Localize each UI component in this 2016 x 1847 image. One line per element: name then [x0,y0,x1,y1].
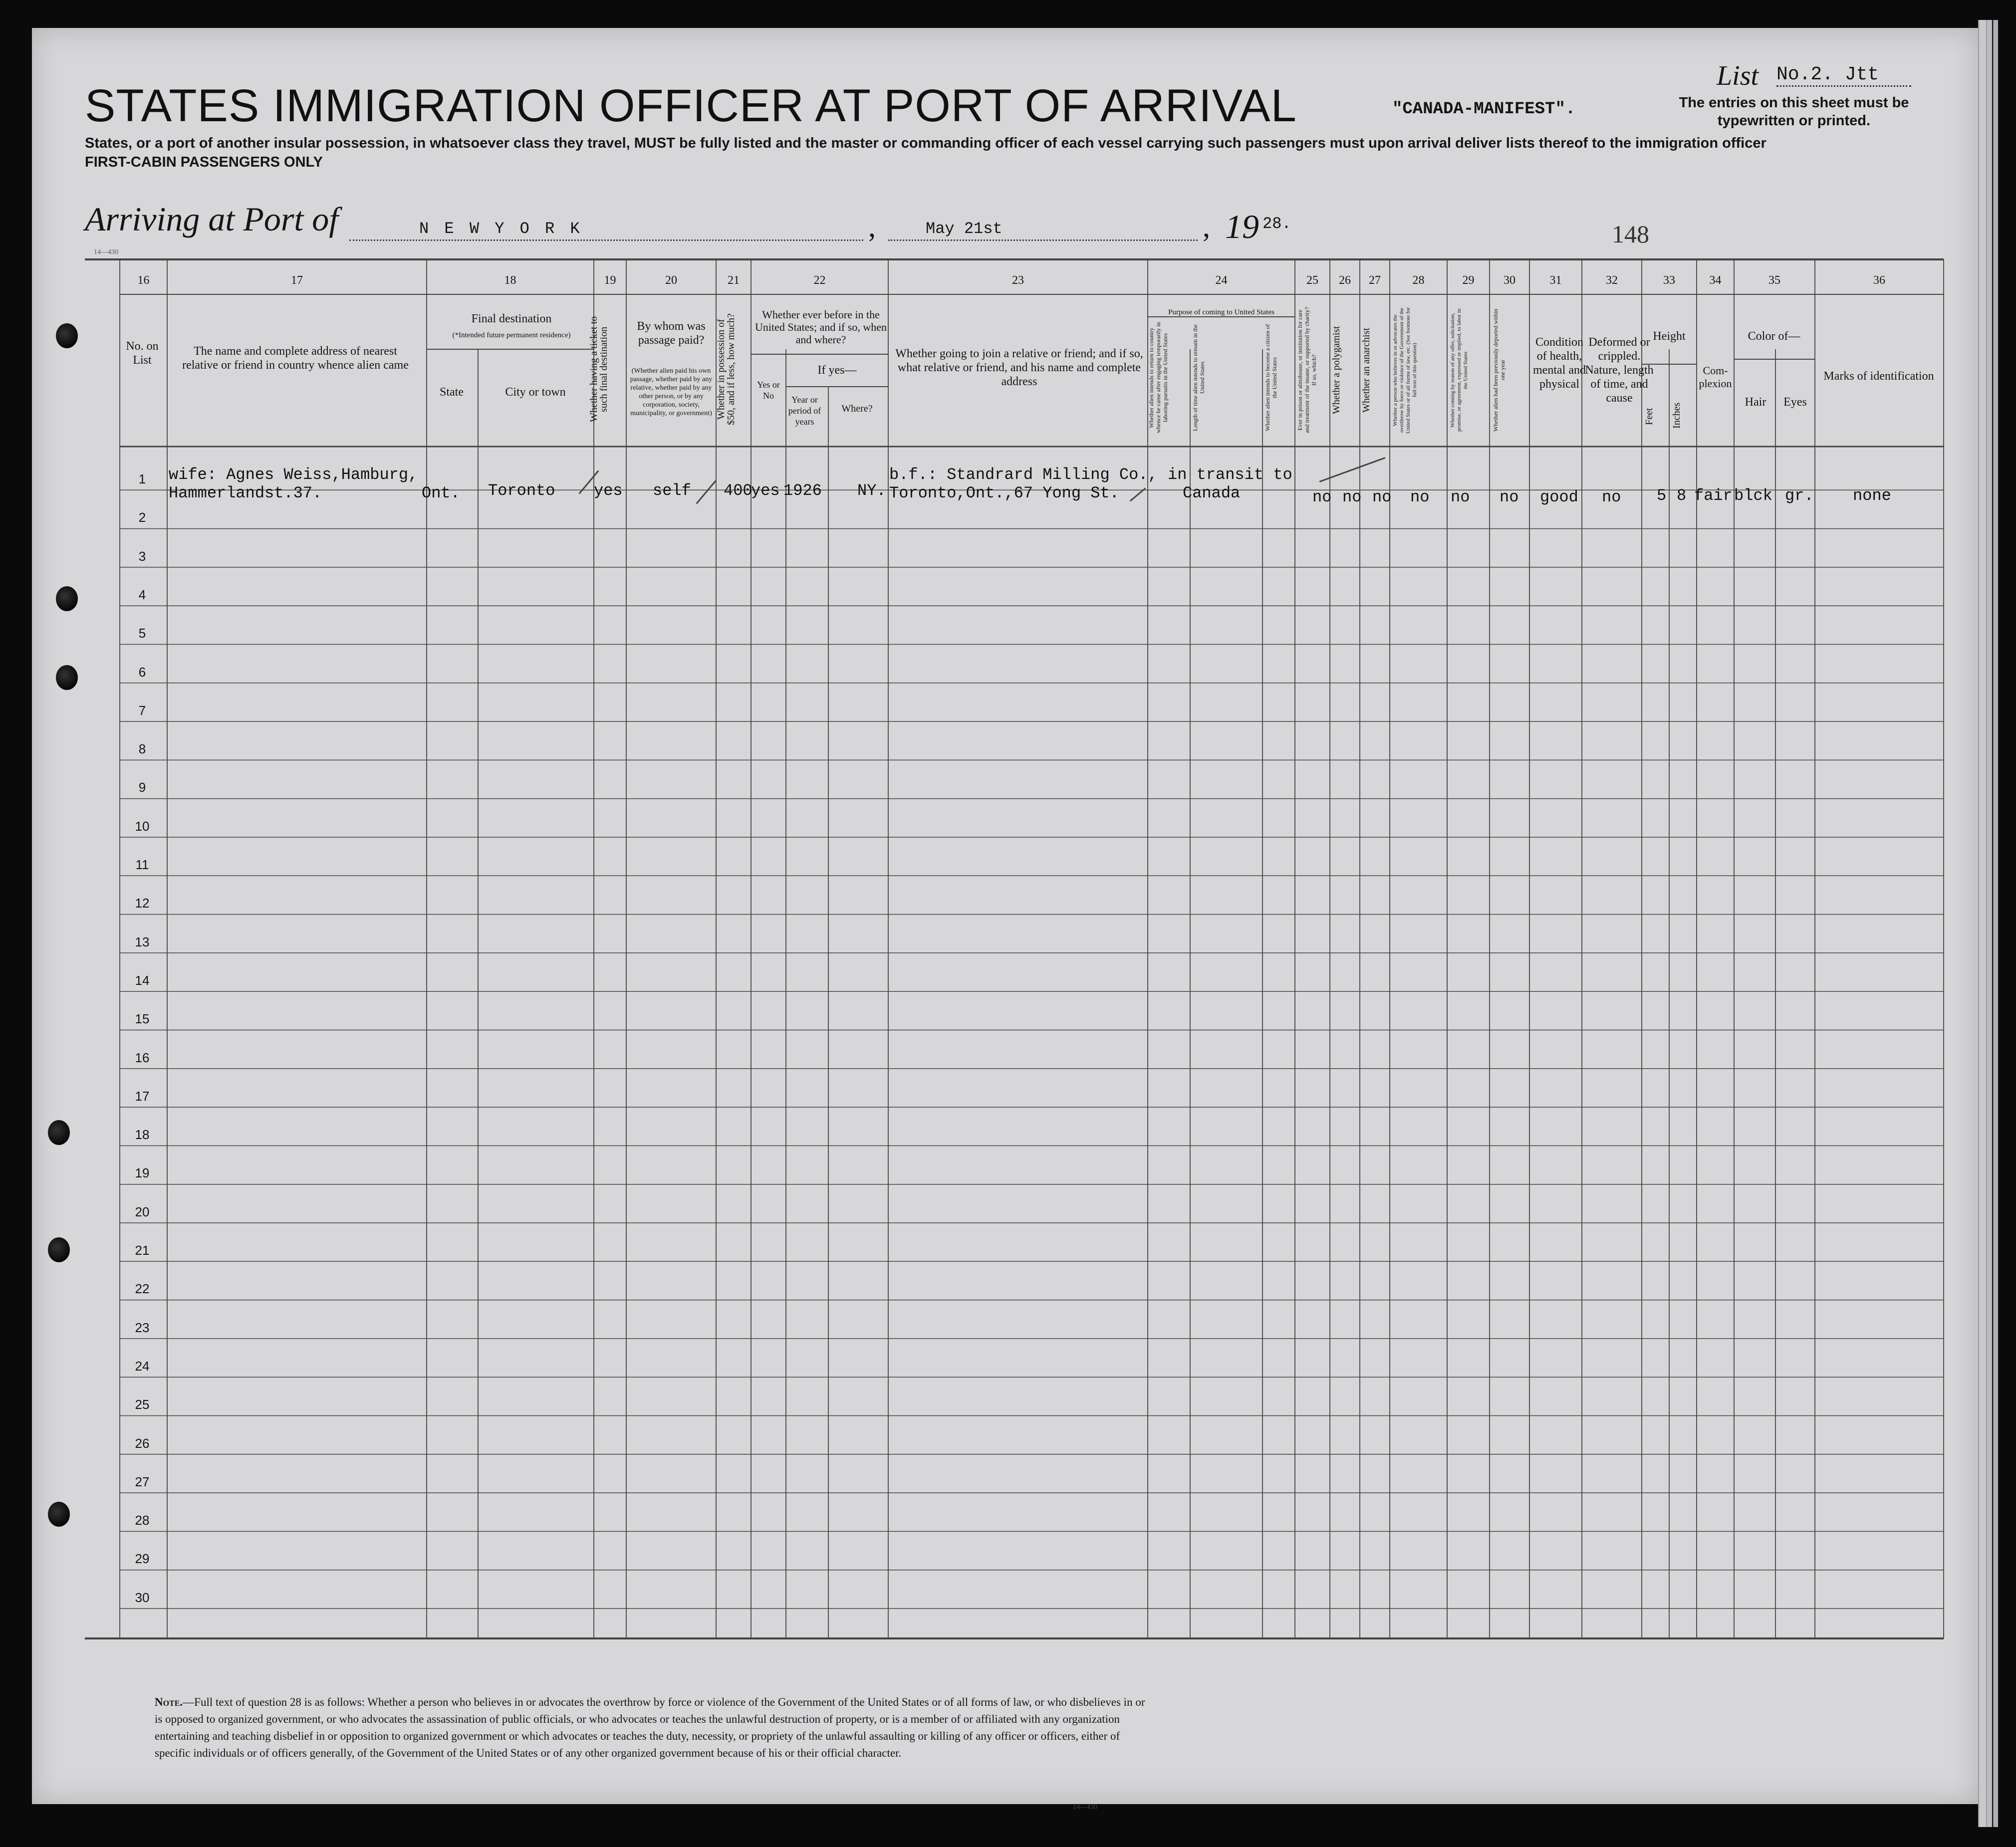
column-number: 35 [1768,274,1780,287]
row-number: 4 [138,587,146,602]
entries-note: The entries on this sheet must be typewritten or printed. [1679,95,1909,129]
header-purpose: Purpose of coming to United States [1168,308,1274,316]
form-title: STATES IMMIGRATION OFFICER AT PORT OF ARRIVAL [85,80,1297,131]
entry-join-line1: b.f.: Standrard Milling Co., [889,465,1158,484]
column-number: 36 [1873,274,1885,287]
header-feet: Feet [1644,408,1655,426]
arriving-label: Arriving at Port of [85,200,339,238]
column-number: 23 [1012,274,1024,287]
year-suffix: 28. [1262,215,1291,233]
header-passage-paid-sub: (Whether alien paid his own passage, whether paid by any relative, whether paid by any other person, or by any corporation, society, municipality, or government) [630,367,713,417]
entry-city: Toronto [488,481,555,500]
date-value: May 21st [926,220,1003,238]
entry-complexion: fair [1694,486,1733,505]
column-number: 18 [504,274,516,287]
entry-ticket: yes [594,481,623,500]
entry-height-feet: 5 [1657,486,1667,505]
header-q29: Whether coming by reason of any offer, solicitation, promise, or agreement, expressed or implied, to labor in the United States [1450,308,1469,432]
row-number: 22 [135,1281,150,1297]
column-number: 33 [1663,274,1675,287]
entry-q29: no [1451,488,1470,506]
row-number: 6 [138,664,146,680]
row-number: 27 [135,1474,150,1489]
header-polygamist: Whether a polygamist [1331,326,1342,415]
row-number: 3 [138,548,146,564]
entry-health: good [1540,488,1578,506]
entry-ever-before: yes [751,481,780,500]
row-number: 10 [135,818,150,834]
row-number: 2 [138,510,146,525]
row-number: 25 [135,1397,150,1412]
header-complexion: Com-plexion [1699,364,1732,390]
column-number: 29 [1462,274,1475,287]
entry-money: 400 [724,481,753,500]
entry-hair: blck [1734,486,1772,505]
header-final-destination: Final destination [471,312,552,325]
column-number: 26 [1339,274,1351,287]
column-number: 17 [291,274,303,287]
intro-line-2: FIRST-CABIN PASSENGERS ONLY [85,154,323,170]
header-marks: Marks of identification [1823,370,1934,383]
header-height: Height [1653,330,1686,343]
column-number: 25 [1306,274,1318,287]
entry-q27: no [1372,488,1392,506]
row-number: 13 [135,934,150,949]
port-value: N E W Y O R K [419,220,583,238]
header-hair: Hair [1745,396,1766,409]
header-q30: Whether alien had been previously deported within one year [1492,309,1506,432]
header-purpose-length: Length of time alien intends to remain in the United States [1192,324,1206,431]
row-number: 23 [135,1320,150,1335]
row-number: 30 [135,1590,150,1605]
entry-paid-by: self [653,481,691,500]
column-number: 34 [1709,274,1722,287]
header-nearest-relative: The name and complete address of nearest relative or friend in country whence alien came [182,345,409,372]
header-passage-paid: By whom was passage paid? [637,320,706,347]
row-number: 28 [135,1513,150,1528]
header-join-relative: Whether going to join a relative or friend; and if so, what relative or friend, and his name and complete address [895,347,1143,388]
column-number: 20 [665,274,677,287]
row-number: 11 [135,857,149,872]
page-edge [1986,20,1992,1827]
entry-q30: no [1500,488,1519,506]
row-number: 12 [135,896,150,911]
header-yes-or-no: Yes or No [757,380,780,401]
header-where: Where? [841,403,873,414]
canada-manifest-label: "CANADA-MANIFEST". [1392,100,1576,119]
page-edge [1978,20,1986,1827]
column-number: 19 [604,274,616,287]
header-prison: Ever in prison or almshouse, or institution for care and treatment of the insane, or supported by charity? If so, which? [1296,307,1317,434]
column-number: 24 [1215,274,1228,287]
comma: , [868,210,876,243]
header-deformed: Deformed or crippled. Nature, length of time, and cause [1585,336,1654,405]
entry-state: Ont. [422,484,460,502]
column-number: 27 [1369,274,1381,287]
entry-marks: none [1853,486,1891,505]
row-number: 24 [135,1358,150,1374]
list-label: List [1717,60,1759,91]
header-final-destination-sub: (*Intended future permanent residence) [452,331,571,339]
entry-where: NY. [857,481,886,500]
column-number: 32 [1606,274,1618,287]
row-number: 15 [135,1011,150,1027]
header-inches: Inches [1671,402,1682,429]
row-number: 18 [135,1127,150,1143]
row-number: 7 [138,702,146,718]
list-number: No.2. Jtt [1776,64,1911,87]
row-number: 29 [135,1551,150,1567]
header-ticket: Whether having a ticket to such final destination [588,316,609,423]
entry-purpose-line1: in transit to [1168,465,1292,484]
header-color-of: Color of— [1748,330,1800,343]
footnote-text: —Full text of question 28 is as follows: Whether a person who believes in or advocates the overthrow by force or violence of the Government of the United States or of all forms of law, or who disbelieves in or is opposed to organized government, or who advocates the assassination of public officials, or who advocates or teaches the unlawful destruction of property, or is a member of or affiliated with any organization entertaining and teaching disbelief in or opposition to organized government or which advocates or teaches the duty, necessity, or propriety of the unlawful assaulting or killing of any officer or officers, either of specific individuals or of officers generally, of the Government of the United States or of any other organized government because of his or their official character. [155,1696,1145,1759]
header-eyes: Eyes [1783,396,1807,409]
column-number: 21 [728,274,740,287]
header-if-yes: If yes— [817,364,857,377]
entry-relative-line2: Hammerlandst.37. [169,484,322,502]
row-number: 26 [135,1435,150,1451]
row-number: 14 [135,972,150,988]
footer-form-number: 14—430 [1073,1804,1097,1811]
column-number: 16 [137,274,150,287]
header-purpose-citizen: Whether alien intends to become a citizen of the United States [1264,324,1278,432]
header-ever-before: Whether ever before in the United States; and if so, when and where? [755,308,887,346]
year-prefix: 19 [1225,208,1259,245]
row-number: 5 [138,626,146,641]
column-number: 30 [1504,274,1515,287]
entry-q25: no [1312,488,1332,506]
stamp-number: 148 [1612,220,1649,248]
row-number: 21 [135,1243,150,1258]
header-year-or-period: Year or period of years [788,395,821,427]
entry-q28: no [1410,488,1430,506]
footnote [155,1694,1153,1762]
entry-relative-line1: wife: Agnes Weiss,Hamburg, [169,465,418,484]
header-q28: Whether a person who believes in or advocates the overthrow by force or violence of the Government of the United States or of all forms of law, etc. (See footnote for full text of this question) [1392,307,1418,434]
row-number: 16 [135,1050,150,1065]
entry-deformed: no [1602,488,1621,506]
column-number: 22 [813,274,826,287]
header-health: Condition of health, mental and physical [1533,336,1586,391]
comma: , [1203,210,1210,243]
row-number: 19 [135,1165,150,1181]
intro-line-1: States, or a port of another insular possession, in whatsoever class they travel, MUST be fully listed and the master or commanding officer of each vessel carrying such passengers must upon arrival deliver lists thereof to the immigration officer [85,135,1766,151]
column-number: 31 [1549,274,1562,287]
entry-purpose-line2: Canada [1183,484,1241,502]
entry-eyes: gr. [1785,486,1814,505]
entry-height-inches: 8 [1677,486,1687,505]
row-number: 9 [138,780,146,795]
row-number: 20 [135,1204,150,1219]
entry-year: 1926 [783,481,822,500]
row-number: 8 [138,741,146,757]
header-state: State [440,386,464,399]
row-number: 1 [138,471,146,486]
header-purpose-return: Whether alien intends to return to country whence he came after engaging temporarily in laboring pursuits in the United States [1148,322,1169,434]
column-number: 28 [1412,274,1425,287]
header-possession-50: Whether in possession of $50, and if less, how much? [716,313,737,425]
form-number: 14—430 [94,248,118,256]
header-anarchist: Whether an anarchist [1361,328,1372,413]
page-edge [1993,20,1998,1827]
footnote-label: Note. [155,1696,183,1708]
row-number: 17 [135,1088,150,1104]
entry-q26: no [1342,488,1362,506]
header-no-on-list: No. on List [126,340,159,367]
entry-join-line2: Toronto,Ont.,67 Yong St. [889,484,1119,502]
header-city: City or town [505,386,566,399]
